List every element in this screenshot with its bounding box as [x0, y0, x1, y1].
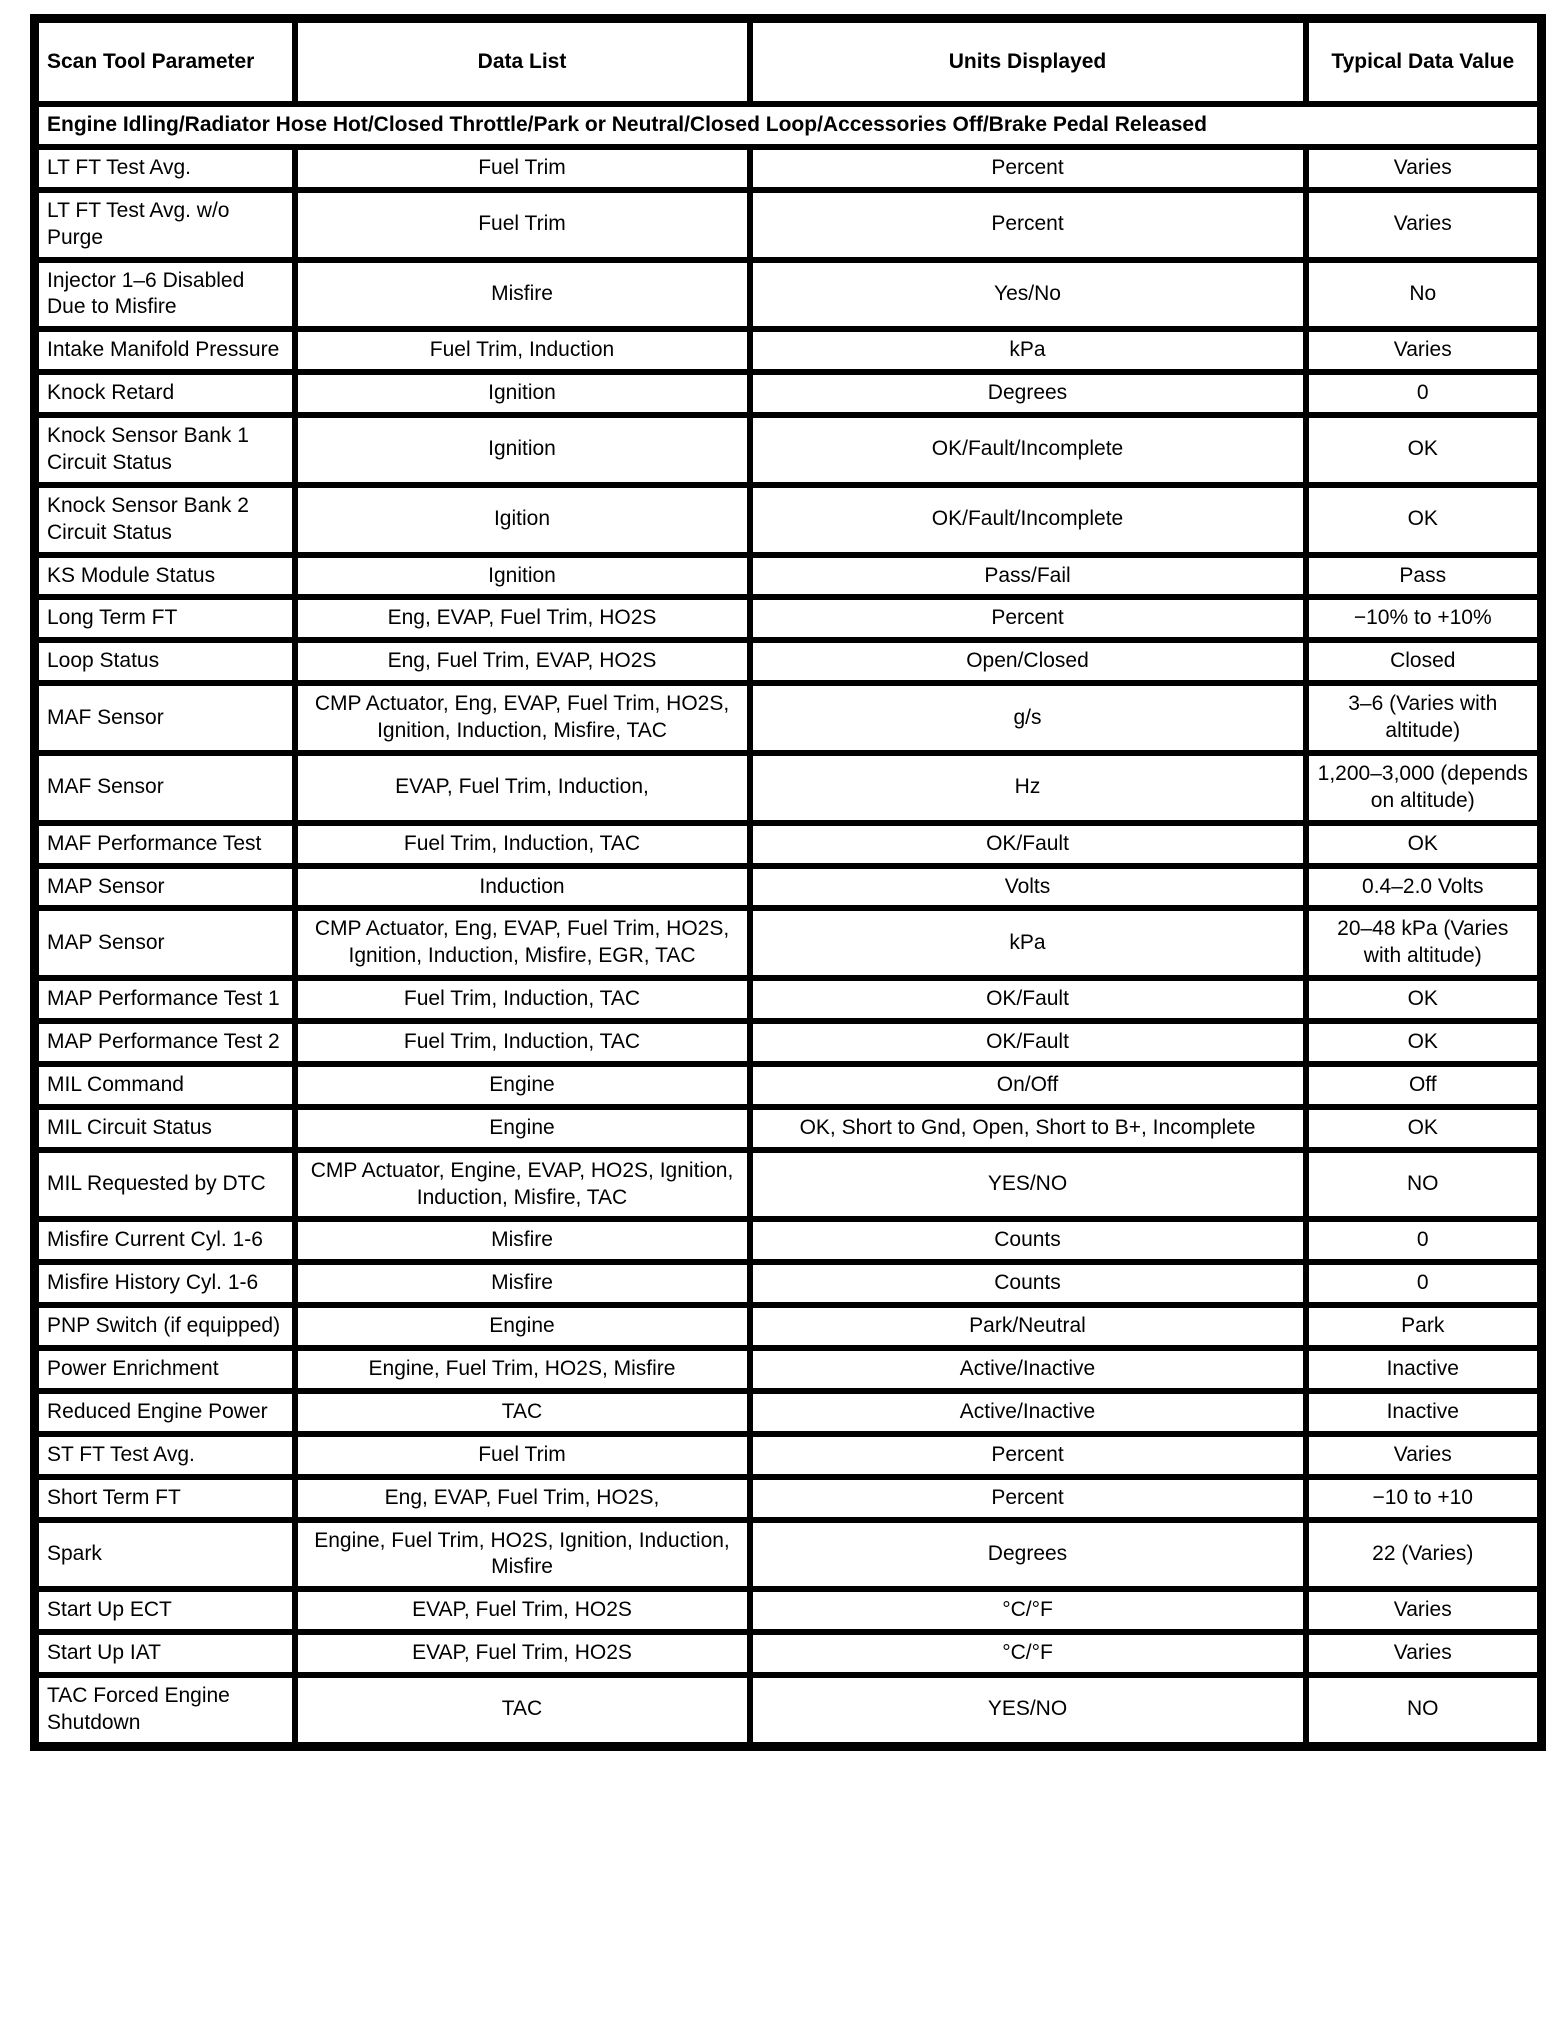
data-list-cell: Fuel Trim, Induction, TAC	[295, 978, 750, 1021]
parameter-cell: Reduced Engine Power	[35, 1391, 295, 1434]
table-row	[35, 823, 1542, 866]
value-cell: Park	[1306, 1305, 1542, 1348]
value-cell: Varies	[1306, 147, 1542, 190]
parameter-cell: Short Term FT	[35, 1477, 295, 1520]
units-cell: Degrees	[750, 1520, 1306, 1590]
parameter-cell: Misfire History Cyl. 1-6	[35, 1262, 295, 1305]
table-row	[35, 555, 1542, 598]
units-cell: YES/NO	[750, 1675, 1306, 1746]
value-cell: −10% to +10%	[1306, 597, 1542, 640]
table-header-row	[35, 19, 1542, 105]
units-cell: Volts	[750, 866, 1306, 909]
value-cell: OK	[1306, 485, 1542, 555]
parameter-cell: Injector 1–6 Disabled Due to Misfire	[35, 260, 295, 330]
parameter-cell: Knock Sensor Bank 1 Circuit Status	[35, 415, 295, 485]
parameter-cell: KS Module Status	[35, 555, 295, 598]
data-list-cell: Ignition	[295, 372, 750, 415]
value-cell: Pass	[1306, 555, 1542, 598]
parameter-cell: MAF Performance Test	[35, 823, 295, 866]
parameter-cell: MAP Performance Test 1	[35, 978, 295, 1021]
table-row	[35, 1632, 1542, 1675]
table-row	[35, 1305, 1542, 1348]
value-cell: 0.4–2.0 Volts	[1306, 866, 1542, 909]
value-cell: Inactive	[1306, 1391, 1542, 1434]
data-list-cell: Eng, EVAP, Fuel Trim, HO2S	[295, 597, 750, 640]
value-cell: −10 to +10	[1306, 1477, 1542, 1520]
table-row	[35, 260, 1542, 330]
table-row	[35, 1434, 1542, 1477]
units-cell: Open/Closed	[750, 640, 1306, 683]
value-cell: Inactive	[1306, 1348, 1542, 1391]
units-cell: Counts	[750, 1262, 1306, 1305]
parameter-cell: Long Term FT	[35, 597, 295, 640]
value-cell: 22 (Varies)	[1306, 1520, 1542, 1590]
table-row	[35, 329, 1542, 372]
document-page	[0, 14, 1568, 2026]
value-cell: Varies	[1306, 1632, 1542, 1675]
parameter-cell: Knock Sensor Bank 2 Circuit Status	[35, 485, 295, 555]
data-list-cell: EVAP, Fuel Trim, HO2S	[295, 1632, 750, 1675]
units-cell: Percent	[750, 597, 1306, 640]
parameter-cell: MAF Sensor	[35, 753, 295, 823]
column-header-typical-data-value: Typical Data Value	[1306, 19, 1542, 105]
table-row	[35, 1107, 1542, 1150]
parameter-cell: MIL Requested by DTC	[35, 1150, 295, 1220]
parameter-cell: MIL Command	[35, 1064, 295, 1107]
parameter-cell: Knock Retard	[35, 372, 295, 415]
value-cell: Varies	[1306, 190, 1542, 260]
units-cell: kPa	[750, 908, 1306, 978]
parameter-cell: LT FT Test Avg. w/o Purge	[35, 190, 295, 260]
units-cell: Pass/Fail	[750, 555, 1306, 598]
table-row	[35, 1391, 1542, 1434]
data-list-cell: Engine, Fuel Trim, HO2S, Ignition, Induction, Misfire	[295, 1520, 750, 1590]
data-list-cell: EVAP, Fuel Trim, Induction,	[295, 753, 750, 823]
table-row	[35, 1589, 1542, 1632]
value-cell: OK	[1306, 1107, 1542, 1150]
parameter-cell: MAP Performance Test 2	[35, 1021, 295, 1064]
value-cell: Varies	[1306, 1589, 1542, 1632]
units-cell: OK/Fault/Incomplete	[750, 485, 1306, 555]
parameter-cell: LT FT Test Avg.	[35, 147, 295, 190]
value-cell: OK	[1306, 415, 1542, 485]
data-list-cell: Ignition	[295, 555, 750, 598]
data-list-cell: Igition	[295, 485, 750, 555]
value-cell: Off	[1306, 1064, 1542, 1107]
table-row	[35, 1064, 1542, 1107]
data-list-cell: Engine	[295, 1064, 750, 1107]
column-header-data-list: Data List	[295, 19, 750, 105]
column-header-units-displayed: Units Displayed	[750, 19, 1306, 105]
data-list-cell: CMP Actuator, Engine, EVAP, HO2S, Ignition, Induction, Misfire, TAC	[295, 1150, 750, 1220]
units-cell: °C/°F	[750, 1632, 1306, 1675]
table-row	[35, 1150, 1542, 1220]
data-list-cell: Engine	[295, 1305, 750, 1348]
value-cell: No	[1306, 260, 1542, 330]
value-cell: 20–48 kPa (Varies with altitude)	[1306, 908, 1542, 978]
parameter-cell: Misfire Current Cyl. 1-6	[35, 1219, 295, 1262]
units-cell: Degrees	[750, 372, 1306, 415]
parameter-cell: Power Enrichment	[35, 1348, 295, 1391]
data-list-cell: Engine, Fuel Trim, HO2S, Misfire	[295, 1348, 750, 1391]
data-list-cell: Fuel Trim	[295, 190, 750, 260]
value-cell: NO	[1306, 1675, 1542, 1746]
data-list-cell: Fuel Trim	[295, 1434, 750, 1477]
table-row	[35, 1348, 1542, 1391]
table-row	[35, 147, 1542, 190]
data-list-cell: Misfire	[295, 1262, 750, 1305]
table-row	[35, 1219, 1542, 1262]
units-cell: OK/Fault	[750, 1021, 1306, 1064]
table-row	[35, 753, 1542, 823]
value-cell: 1,200–3,000 (depends on altitude)	[1306, 753, 1542, 823]
parameter-cell: Spark	[35, 1520, 295, 1590]
data-list-cell: Induction	[295, 866, 750, 909]
value-cell: OK	[1306, 978, 1542, 1021]
table-row	[35, 1262, 1542, 1305]
parameter-cell: MAP Sensor	[35, 866, 295, 909]
units-cell: OK, Short to Gnd, Open, Short to B+, Incomplete	[750, 1107, 1306, 1150]
units-cell: kPa	[750, 329, 1306, 372]
value-cell: OK	[1306, 823, 1542, 866]
table-row	[35, 190, 1542, 260]
table-row	[35, 1675, 1542, 1746]
value-cell: 0	[1306, 1262, 1542, 1305]
parameter-cell: PNP Switch (if equipped)	[35, 1305, 295, 1348]
value-cell: 0	[1306, 372, 1542, 415]
units-cell: Counts	[750, 1219, 1306, 1262]
units-cell: Percent	[750, 1434, 1306, 1477]
units-cell: Active/Inactive	[750, 1391, 1306, 1434]
table-row	[35, 372, 1542, 415]
units-cell: Percent	[750, 1477, 1306, 1520]
data-list-cell: EVAP, Fuel Trim, HO2S	[295, 1589, 750, 1632]
data-list-cell: Ignition	[295, 415, 750, 485]
parameter-cell: MIL Circuit Status	[35, 1107, 295, 1150]
data-list-cell: Fuel Trim, Induction, TAC	[295, 1021, 750, 1064]
parameter-cell: MAF Sensor	[35, 683, 295, 753]
table-row	[35, 866, 1542, 909]
scan-tool-parameter-table	[30, 14, 1546, 1751]
parameter-cell: TAC Forced Engine Shutdown	[35, 1675, 295, 1746]
units-cell: OK/Fault	[750, 823, 1306, 866]
units-cell: °C/°F	[750, 1589, 1306, 1632]
data-list-cell: Eng, Fuel Trim, EVAP, HO2S	[295, 640, 750, 683]
condition-header-text: Engine Idling/Radiator Hose Hot/Closed Throttle/Park or Neutral/Closed Loop/Accessories Off/Brake Pedal Released	[35, 104, 1542, 147]
parameter-cell: Intake Manifold Pressure	[35, 329, 295, 372]
units-cell: Yes/No	[750, 260, 1306, 330]
units-cell: YES/NO	[750, 1150, 1306, 1220]
table-row	[35, 640, 1542, 683]
parameter-cell: Loop Status	[35, 640, 295, 683]
units-cell: OK/Fault	[750, 978, 1306, 1021]
data-list-cell: TAC	[295, 1391, 750, 1434]
data-list-cell: TAC	[295, 1675, 750, 1746]
condition-header-row	[35, 104, 1542, 147]
data-list-cell: Eng, EVAP, Fuel Trim, HO2S,	[295, 1477, 750, 1520]
data-list-cell: Fuel Trim, Induction	[295, 329, 750, 372]
table-row	[35, 415, 1542, 485]
units-cell: Park/Neutral	[750, 1305, 1306, 1348]
table-row	[35, 978, 1542, 1021]
table-row	[35, 1477, 1542, 1520]
value-cell: NO	[1306, 1150, 1542, 1220]
units-cell: g/s	[750, 683, 1306, 753]
data-list-cell: CMP Actuator, Eng, EVAP, Fuel Trim, HO2S, Ignition, Induction, Misfire, TAC	[295, 683, 750, 753]
value-cell: 3–6 (Varies with altitude)	[1306, 683, 1542, 753]
units-cell: Active/Inactive	[750, 1348, 1306, 1391]
value-cell: Varies	[1306, 329, 1542, 372]
parameter-cell: MAP Sensor	[35, 908, 295, 978]
data-list-cell: Fuel Trim, Induction, TAC	[295, 823, 750, 866]
data-list-cell: Fuel Trim	[295, 147, 750, 190]
data-list-cell: Misfire	[295, 260, 750, 330]
data-list-cell: CMP Actuator, Eng, EVAP, Fuel Trim, HO2S, Ignition, Induction, Misfire, EGR, TAC	[295, 908, 750, 978]
units-cell: On/Off	[750, 1064, 1306, 1107]
data-list-cell: Engine	[295, 1107, 750, 1150]
units-cell: Percent	[750, 147, 1306, 190]
parameter-cell: ST FT Test Avg.	[35, 1434, 295, 1477]
table-row	[35, 485, 1542, 555]
table-row	[35, 1520, 1542, 1590]
table-row	[35, 597, 1542, 640]
column-header-scan-tool-parameter: Scan Tool Parameter	[35, 19, 295, 105]
parameter-cell: Start Up ECT	[35, 1589, 295, 1632]
table-row	[35, 1021, 1542, 1064]
data-list-cell: Misfire	[295, 1219, 750, 1262]
table-row	[35, 908, 1542, 978]
value-cell: Varies	[1306, 1434, 1542, 1477]
units-cell: Percent	[750, 190, 1306, 260]
units-cell: Hz	[750, 753, 1306, 823]
value-cell: Closed	[1306, 640, 1542, 683]
table-row	[35, 683, 1542, 753]
value-cell: 0	[1306, 1219, 1542, 1262]
value-cell: OK	[1306, 1021, 1542, 1064]
parameter-cell: Start Up IAT	[35, 1632, 295, 1675]
units-cell: OK/Fault/Incomplete	[750, 415, 1306, 485]
